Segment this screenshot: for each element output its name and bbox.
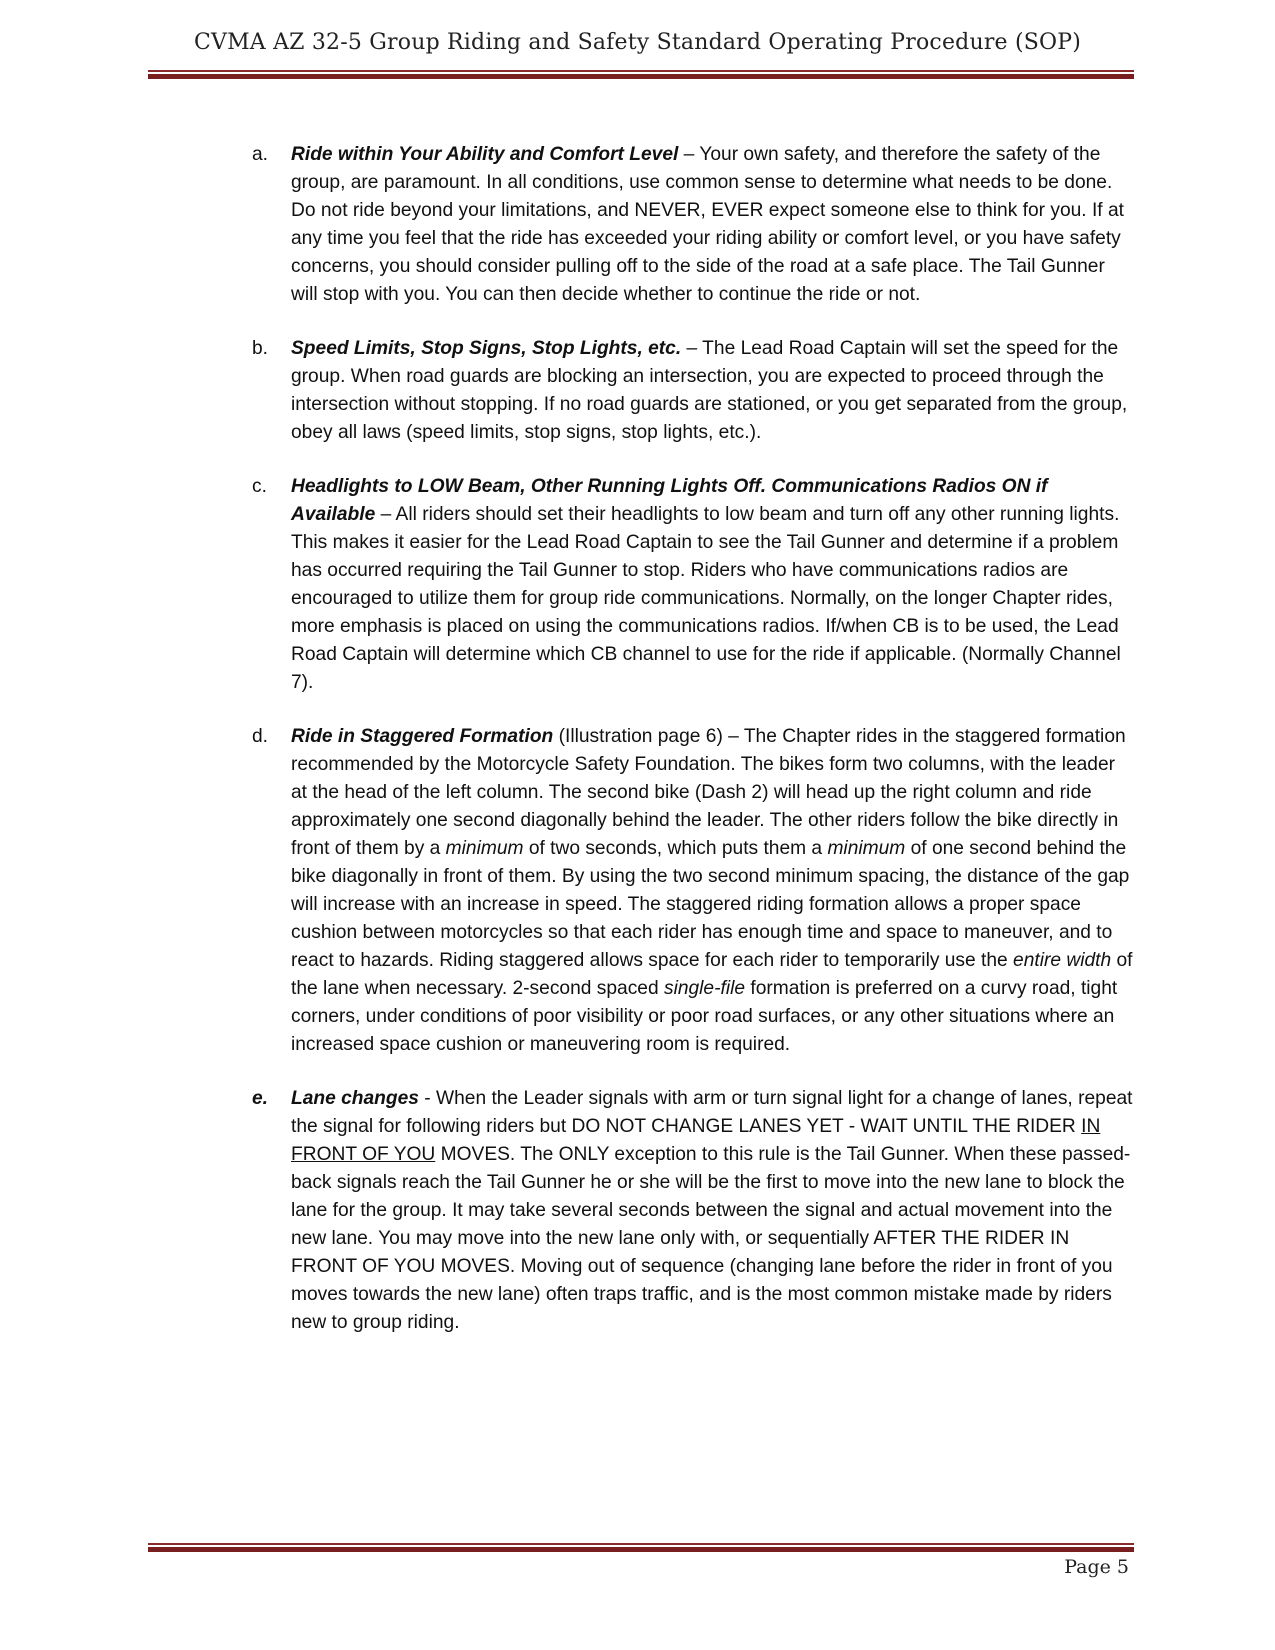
- emphasis-text: minimum: [445, 838, 524, 859]
- list-marker: a.: [252, 144, 269, 165]
- emphasis-text: entire width: [1013, 950, 1112, 971]
- list-item-a: [250, 141, 1136, 309]
- item-heading: Lane changes: [291, 1088, 419, 1109]
- list-item-e: [250, 1085, 1136, 1337]
- page-number: Page 5: [1064, 1556, 1129, 1578]
- footer-divider: [148, 1543, 1134, 1552]
- item-body: – All riders should set their headlights to low beam and turn off any other running lights. This makes it easier for the Lead Road Captain to see the Tail Gunner and determine if a problem has occurred requiring the Tail Gunner to stop. Riders who have communications radios are encouraged to utilize them for group ride communications. Normally, on the longer Chapter rides, more emphasis is placed on using the communications radios. If/when CB is to be used, the Lead Road Captain will determine which CB channel to use for the ride if applicable. (Normally Channel 7).: [291, 504, 1121, 693]
- document-body: [250, 141, 1136, 1363]
- item-body-text: formation is preferred on a curvy road, tight corners, under conditions of poor visibility or poor road surfaces, or any other situations where an increased space cushion or maneuvering room is required.: [291, 978, 1118, 1055]
- item-heading: Speed Limits, Stop Signs, Stop Lights, etc.: [291, 338, 682, 359]
- item-body-text: of two seconds, which puts them a: [523, 838, 828, 859]
- emphasis-text: minimum: [827, 838, 906, 859]
- item-heading: Headlights to LOW Beam, Other Running Lights Off. Communications Radios ON if Available: [291, 476, 1048, 525]
- list-item-d: [250, 723, 1136, 1059]
- underlined-text: IN FRONT OF YOU: [291, 1116, 1101, 1165]
- item-body-text: MOVES. The ONLY exception to this rule is the Tail Gunner. When these passed-back signals reach the Tail Gunner he or she will be the first to move into the new lane to block the lane for the group. It may take several seconds between the signal and actual movement into the new lane. You may move into the new lane only with, or sequentially AFTER THE RIDER IN FRONT OF YOU MOVES. Moving out of sequence (changing lane before the rider in front of you moves towards the new lane) often traps traffic, and is the most common mistake made by riders new to group riding.: [291, 1144, 1131, 1333]
- item-heading: Ride in Staggered Formation: [291, 726, 554, 747]
- list-marker: d.: [252, 726, 269, 747]
- item-body-text: - When the Leader signals with arm or turn signal light for a change of lanes, repeat the signal for following riders but DO NOT CHANGE LANES YET - WAIT UNTIL THE RIDER: [291, 1088, 1133, 1137]
- item-body-text: of the lane when necessary. 2-second spaced: [291, 950, 1133, 999]
- list-marker: e.: [252, 1088, 269, 1109]
- page-header-title: CVMA AZ 32-5 Group Riding and Safety Standard Operating Procedure (SOP): [193, 30, 1082, 55]
- list-marker: b.: [252, 338, 269, 359]
- item-heading: Ride within Your Ability and Comfort Level: [291, 144, 679, 165]
- item-body: – Your own safety, and therefore the safety of the group, are paramount. In all conditions, use common sense to determine what needs to be done. Do not ride beyond your limitations, and NEVER, EVER expect someone else to think for you. If at any time you feel that the ride has exceeded your riding ability or comfort level, or you have safety concerns, you should consider pulling off to the side of the road at a safe place. The Tail Gunner will stop with you. You can then decide whether to continue the ride or not.: [291, 144, 1124, 305]
- list-item-c: [250, 473, 1136, 697]
- item-body-text: (Illustration page 6) – The Chapter rides in the staggered formation recommended by the Motorcycle Safety Foundation. The bikes form two columns, with the leader at the head of the left column. The second bike (Dash 2) will head up the right column and ride approximately one second diagonally behind the leader. The other riders follow the bike directly in front of them by a: [291, 726, 1126, 859]
- emphasis-text: single-file: [663, 978, 746, 999]
- item-body: – The Lead Road Captain will set the speed for the group. When road guards are blocking an intersection, you are expected to proceed through the intersection without stopping. If no road guards are stationed, or you get separated from the group, obey all laws (speed limits, stop signs, stop lights, etc.).: [291, 338, 1128, 443]
- header-divider: [148, 70, 1134, 79]
- item-body-text: of one second behind the bike diagonally in front of them. By using the two second minimum spacing, the distance of the gap will increase with an increase in speed. The staggered riding formation allows a proper space cushion between motorcycles so that each rider has enough time and space to maneuver, and to react to hazards. Riding staggered allows space for each rider to temporarily use the: [291, 838, 1130, 971]
- list-marker: c.: [252, 476, 267, 497]
- list-item-b: [250, 335, 1136, 447]
